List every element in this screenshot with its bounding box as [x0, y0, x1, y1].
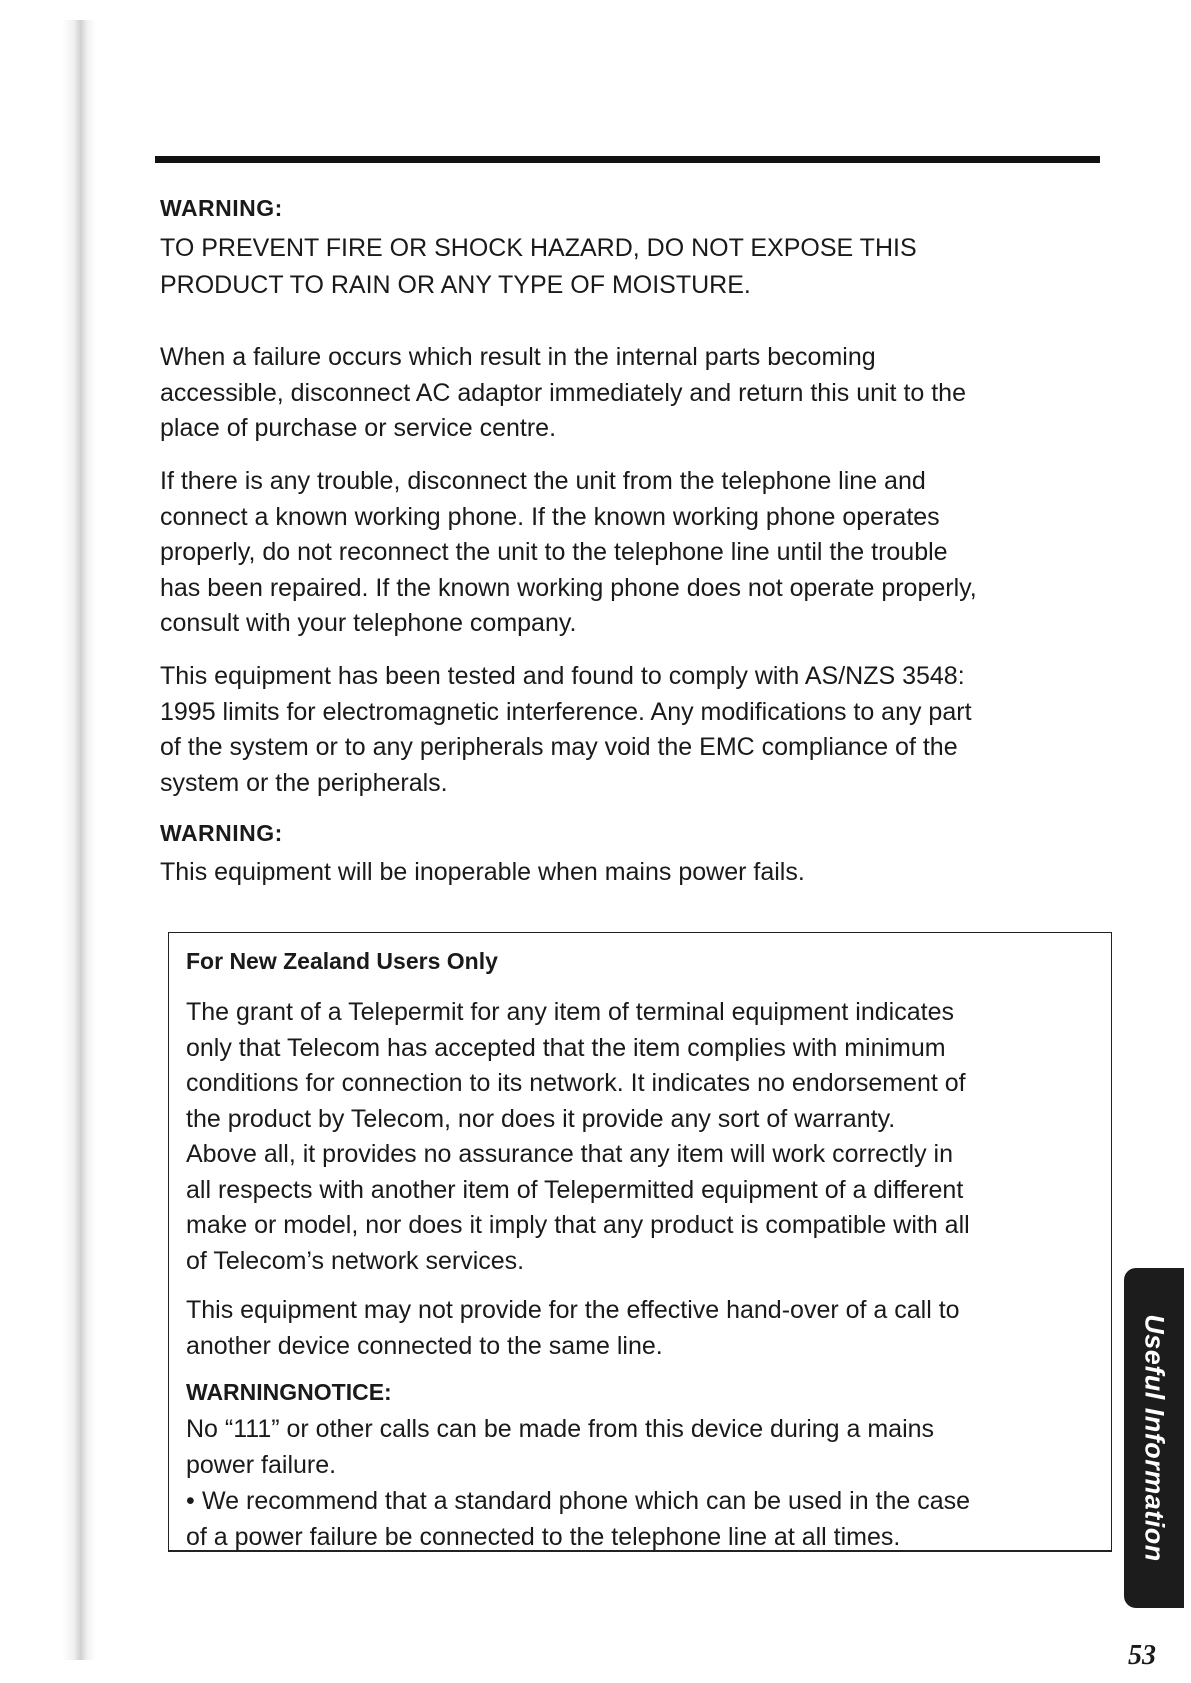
top-rule	[155, 156, 1100, 163]
warning2-text: This equipment will be inoperable when mains power fails.	[160, 858, 805, 886]
telepermit-paragraph: The grant of a Telepermit for any item of terminal equipment indicates only that Telecom has accepted that the item complies with minimum conditions for connection to its network. It indicates no endorsement of the product by Telecom, nor does it provide any sort of warranty. Above all, it provides no assurance that any item will work correctly in all respects with another item of Telepermitted equipment of a different make or model, nor does it imply that any product is compatible with all of Telecom’s network services.	[186, 998, 970, 1275]
failure-paragraph: When a failure occurs which result in the internal parts becoming accessible, disconnect AC adaptor immediately and return this unit to the place of purchase or service centre.	[160, 343, 966, 442]
handover-paragraph: This equipment may not provide for the effective hand-over of a call to another device connected to the same line.	[186, 1296, 960, 1360]
warning-notice-heading: WARNINGNOTICE:	[186, 1379, 392, 1405]
warning-heading: WARNING:	[160, 195, 283, 221]
warning2-heading: WARNING:	[160, 820, 283, 846]
recommend-text: We recommend that a standard phone which can be used in the case of a power failure be connected to the telephone line at all times.	[186, 1487, 971, 1551]
recommend-bullet	[186, 1484, 1096, 1555]
bullet-icon: •	[186, 1487, 195, 1515]
nz-box-heading: For New Zealand Users Only	[186, 948, 498, 974]
trouble-paragraph: If there is any trouble, disconnect the unit from the telephone line and connect a known working phone. If the known working phone operates properly, do not reconnect the unit to the telephone line until the trouble has been repaired. If the known working phone does not operate properly, consult with your telephone company.	[160, 467, 977, 637]
notice-text: No “111” or other calls can be made from this device during a mains power failure.	[186, 1415, 935, 1479]
side-tab-label: Useful Information	[1139, 1314, 1170, 1562]
scan-binding-edge	[62, 20, 96, 1660]
warning-caps-text: TO PREVENT FIRE OR SHOCK HAZARD, DO NOT EXPOSE THIS PRODUCT TO RAIN OR ANY TYPE OF MOISTURE.	[160, 234, 917, 299]
emc-paragraph: This equipment has been tested and found to comply with AS/NZS 3548: 1995 limits for electromagnetic interference. Any modifications to any part of the system or to any peripherals may void the EMC compliance of the system or the peripherals.	[160, 662, 972, 797]
page-number: 53	[1128, 1640, 1156, 1671]
